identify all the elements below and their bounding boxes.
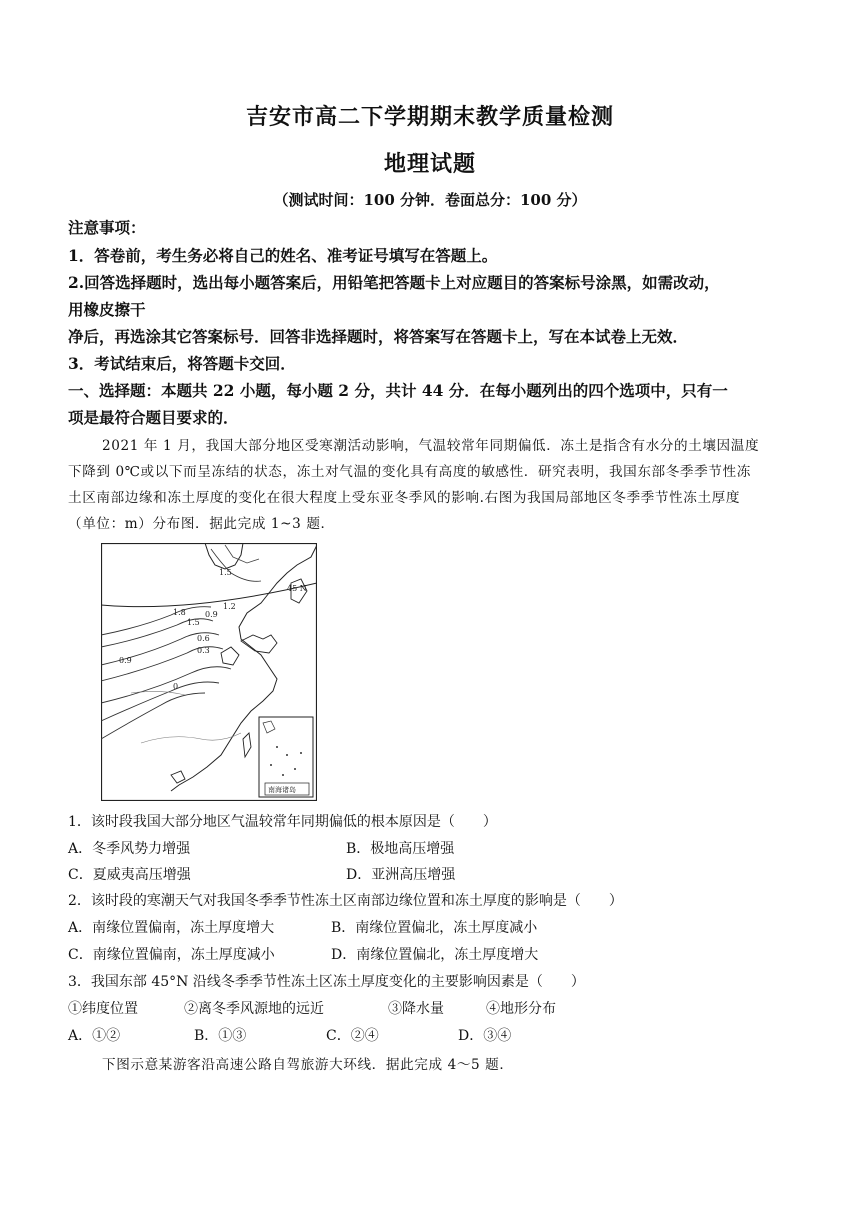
contour-label: 1.2 [223, 602, 236, 611]
contour-label: 1.5 [187, 618, 200, 627]
q3-factor-1: ①纬度位置 [68, 1001, 138, 1017]
passage1-line3: 土区南部边缘和冻土厚度的变化在很大程度上受东亚冬季风的影响.右图为我国局部地区冬季季节性冻土厚度 [68, 490, 741, 506]
q2-option-a[interactable]: A．南缘位置偏南，冻土厚度增大 [68, 920, 275, 936]
notice-item-2a: 2.回答选择题时，选出每小题答案后，用铅笔把答题卡上对应题目的答案标号涂黑，如需改动， [68, 273, 720, 292]
passage2: 下图示意某游客沿高速公路自驾旅游大环线．据此完成 4～5 题． [102, 1057, 514, 1073]
q3-stem: 3．我国东部 45°N 沿线冬季季节性冻土区冻土厚度变化的主要影响因素是（ ） [68, 974, 585, 990]
q2-option-d[interactable]: D．南缘位置偏北，冻土厚度增大 [331, 947, 539, 963]
exam-title: 吉安市高二下学期期末教学质量检测 [245, 104, 614, 130]
q1-option-a[interactable]: A．冬季风势力增强 [68, 841, 191, 857]
q2-option-b[interactable]: B．南缘位置偏北，冻土厚度减小 [331, 920, 538, 936]
q1-option-b[interactable]: B．极地高压增强 [346, 841, 455, 857]
q3-option-d[interactable]: D．③④ [458, 1028, 512, 1044]
q2-stem: 2．该时段的寒潮天气对我国冬季季节性冻土区南部边缘位置和冻土厚度的影响是（ ） [68, 893, 623, 909]
passage1-line4: （单位：m）分布图．据此完成 1~3 题． [68, 516, 335, 532]
lat-45n-label: 45 N [287, 584, 307, 593]
contour-label: 1.8 [173, 608, 186, 617]
q3-factor-4: ④地形分布 [486, 1001, 556, 1017]
subject-title: 地理试题 [383, 151, 476, 177]
frozen-soil-map [101, 543, 317, 801]
contour-label: 0.9 [119, 656, 132, 665]
contour-label: 0.6 [197, 634, 210, 643]
q2-option-c[interactable]: C．南缘位置偏南，冻土厚度减小 [68, 947, 275, 963]
contour-label: 0 [173, 682, 179, 691]
notice-item-3: 3．考试结束后，将答题卡交回． [68, 354, 296, 373]
q1-option-c[interactable]: C．夏威夷高压增强 [68, 867, 191, 883]
q3-factor-2: ②离冬季风源地的远近 [184, 1001, 324, 1017]
section-heading-a: 一、选择题：本题共 22 小题，每小题 2 分，共计 44 分．在每小题列出的四个选项中，只有一 [68, 381, 728, 400]
notice-heading: 注意事项： [68, 218, 146, 237]
q1-option-d[interactable]: D．亚洲高压增强 [346, 867, 456, 883]
passage1-line2: 下降到 0℃或以下而呈冻结的状态，冻土对气温的变化具有高度的敏感性．研究表明，我国东部冬季季节性冻 [68, 464, 751, 480]
contour-label: 0.3 [197, 646, 210, 655]
inset-label: 南海诸岛 [268, 786, 296, 794]
passage1-line1: 2021 年 1 月，我国大部分地区受寒潮活动影响，气温较常年同期偏低．冻土是指含有水分的土壤因温度 [102, 438, 760, 454]
contour-label: 1.5 [219, 568, 232, 577]
exam-info: （测试时间：100 分钟．卷面总分：100 分） [273, 191, 587, 209]
section-heading-b: 项是最符合题目要求的． [68, 408, 239, 427]
q3-option-b[interactable]: B．①③ [194, 1028, 247, 1044]
notice-item-2b: 用橡皮擦干 [68, 300, 146, 319]
q3-option-c[interactable]: C．②④ [326, 1028, 379, 1044]
notice-item-1: 1．答卷前，考生务必将自己的姓名、准考证号填写在答题上。 [68, 246, 498, 265]
q1-stem: 1．该时段我国大部分地区气温较常年同期偏低的根本原因是（ ） [68, 814, 497, 830]
notice-item-2c: 净后，再选涂其它答案标号．回答非选择题时，将答案写在答题卡上，写在本试卷上无效． [68, 327, 689, 346]
contour-label: 0.9 [205, 610, 218, 619]
q3-factor-3: ③降水量 [388, 1001, 444, 1017]
q3-option-a[interactable]: A．①② [68, 1028, 121, 1044]
